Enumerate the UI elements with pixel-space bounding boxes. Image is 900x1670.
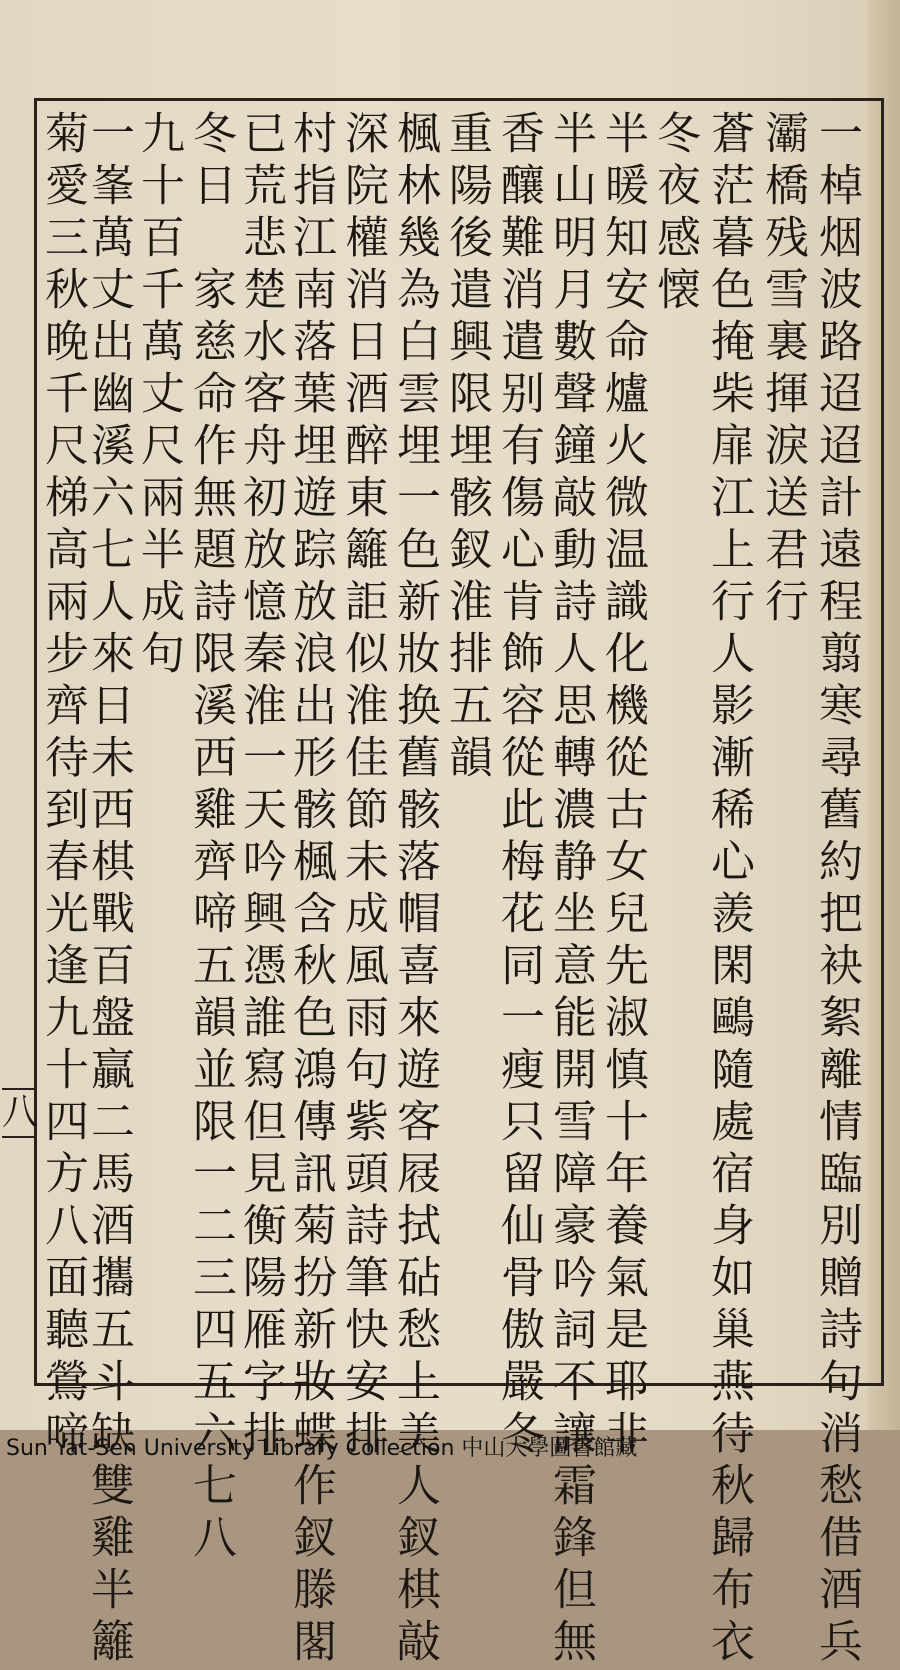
text-column-4: 冬夜感懐 <box>649 110 700 318</box>
text-column-8: 重陽後遣興限埋骸釵淮排五韻 <box>441 110 492 786</box>
text-column-14: 九十百千萬丈尺兩半成句 <box>133 110 184 682</box>
text-column-5: 半暖知安命爐火微温識化機從古女兒先淑慎十年養氣是耶非 <box>597 110 648 1462</box>
text-column-6: 半山明月數聲鐘敲動詩人思轉濃静坐意能開雪障豪吟詞不讓霜鋒但無 <box>545 110 596 1670</box>
text-column-11: 村指江南落葉埋遊踪放浪出形骸楓含秋色鴻傳訊菊扮新妝蝶作釵滕閣 <box>285 110 336 1670</box>
text-column-15: 一峯萬丈出幽溪六七人來日未西棋戰百盤贏二馬酒攜五斗缺雙雞半籬 <box>83 110 134 1670</box>
text-column-9: 楓林幾為白雲埋一色新妝换舊骸落帽喜來遊客屐拭砧愁上美人釵棋敲 <box>389 110 440 1670</box>
text-column-3: 蒼茫暮色掩柴扉江上行人影漸稀心羨閑鷗隨處宿身如巢燕待秋歸布衣 <box>703 110 754 1670</box>
text-column-1: 一棹烟波路迢迢計遠程翦寒尋舊約把袂絮離情臨別贈詩句消愁借酒兵 <box>811 110 862 1670</box>
text-column-2: 灞橋残雪裏揮淚送君行 <box>757 110 808 630</box>
text-column-7: 香釀難消遣别有傷心肯飾容從此梅花同一瘦只留仙骨傲嚴冬 <box>493 110 544 1462</box>
text-column-10: 深院權消日酒醉東籬詎似淮佳節未成風雨句紫頭詩筆快安排 <box>337 110 388 1462</box>
page-number-marker: 八 <box>2 1088 36 1138</box>
text-column-13: 冬日 家慈命作無題詩限溪西雞齊啼五韻並限一二三四五六七八 <box>185 110 236 1566</box>
collection-caption: Sun Yat-Sen University Library Collection 中山大學圖書館藏 <box>6 1436 638 1461</box>
text-column-12: 已荒悲楚水客舟初放憶秦淮一天吟興憑誰寫但見衡陽雁字排 <box>235 110 286 1462</box>
text-column-16: 菊愛三秋晚千尺梯高兩步齊待到春光逢九十四方八面聽鶯啼 <box>37 110 88 1462</box>
